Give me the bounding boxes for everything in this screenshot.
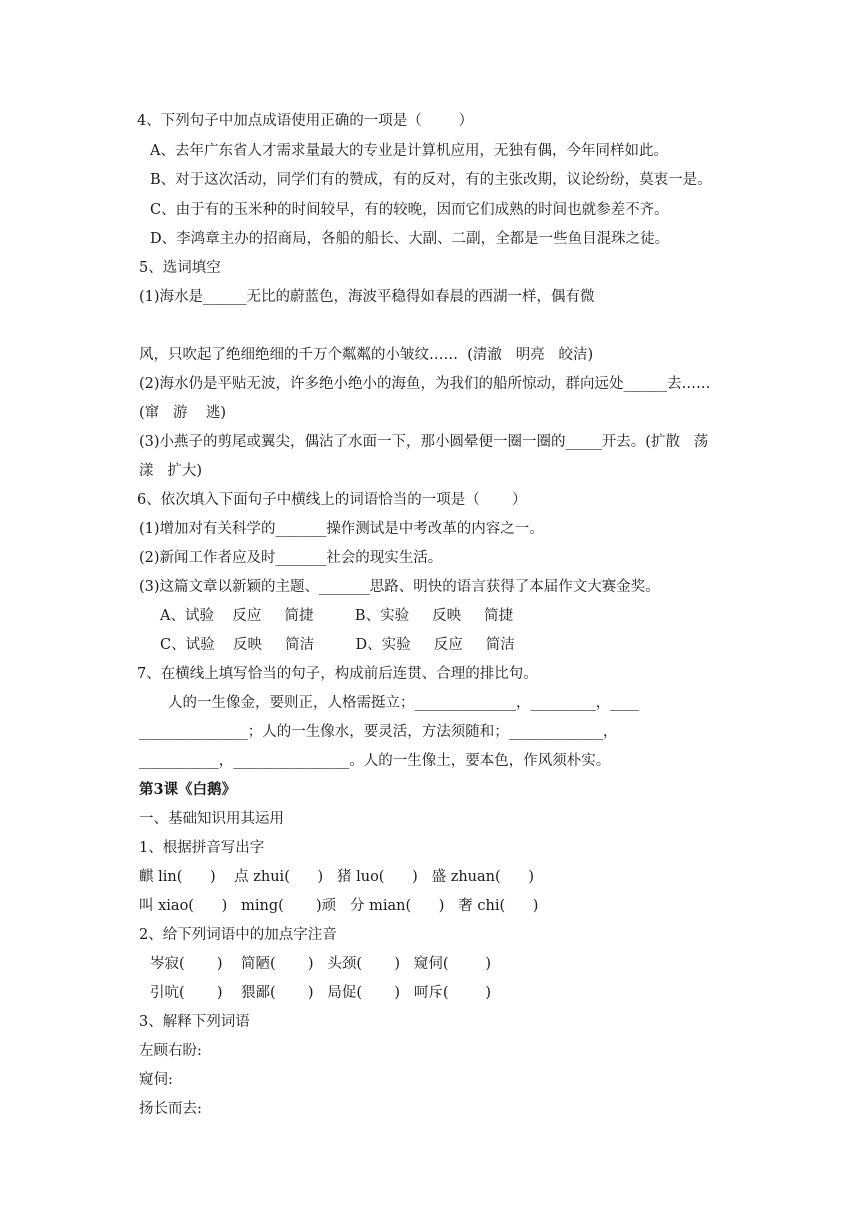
question-4-option-c: C、由于有的玉米种的时间较早，有的较晚，因而它们成熟的时间也就参差不齐。 [150,202,669,218]
task-1-heading: 1、根据拼音写出字 [139,840,265,856]
question-7-stem: 7、在横线上填写恰当的句子，构成前后连贯、合理的排比句。 [137,666,538,682]
question-7-line-1: 人的一生像金，要则正，人格需挺立；______________，_________，____ [168,695,640,711]
lesson-title: 第3课《白鹅》 [139,781,237,798]
task-1-row-1: 麒 lin( ) 点 zhui( ) 猪 luo( ) 盛 zhuan( ) [139,869,534,885]
term-kui-si: 窥伺: [139,1072,173,1088]
question-7-line-3: ___________，________________。人的一生像土，要本色，作风须朴实。 [139,753,611,769]
task-3-heading: 3、解释下列词语 [139,1014,250,1030]
question-6-item-2: (2)新闻工作者应及时_______社会的现实生活。 [139,550,443,566]
question-4-option-a: A、去年广东省人才需求量最大的专业是计算机应用，无独有偶，今年同样如此。 [150,143,668,159]
question-5-item-1: (1)海水是______无比的蔚蓝色，海波平稳得如春晨的西湖一样，偶有微 [139,289,595,305]
question-6-item-3: (3)这篇文章以新颖的主题、_______思路、明快的语言获得了本届作文大赛金奖。 [139,579,660,595]
question-4-option-d: D、李鸿章主办的招商局，各船的船长、大副、二副，全都是一些鱼目混珠之徒。 [150,231,670,247]
question-4-stem: 4、下列句子中加点成语使用正确的一项是（ ） [137,113,474,129]
task-2-row-1: 岑寂( ) 简陋( ) 头颈( ) 窥伺( ) [150,956,492,972]
question-6-options-cd: C、试验 反映 简洁 D、实验 反应 简洁 [160,637,515,653]
term-yang-chang-er-qu: 扬长而去: [139,1101,202,1117]
task-2-heading: 2、给下列词语中的加点字注音 [139,927,337,943]
question-5-heading: 5、选词填空 [139,260,221,276]
task-2-row-2: 引吭( ) 猥鄙( ) 局促( ) 呵斥( ) [150,985,492,1001]
question-6-options-ab: A、试验 反应 简捷 B、实验 反映 简捷 [160,608,514,624]
question-6-item-1: (1)增加对有关科学的_______操作测试是中考改革的内容之一。 [139,521,544,537]
question-6-stem: 6、依次填入下面句子中横线上的词语恰当的一项是（ ） [137,492,527,508]
question-4-option-b: B、对于这次活动，同学们有的赞成，有的反对，有的主张改期，议论纷纷，莫衷一是。 [150,172,712,188]
term-zuo-gu-you-pan: 左顾右盼: [139,1043,202,1059]
question-5-item-2: (2)海水仍是平贴无波，许多绝小绝小的海鱼，为我们的船所惊动，群向远处______去…… [139,376,711,392]
question-5-item-3-cont: 漾 扩大) [139,463,202,479]
task-1-row-2: 叫 xiao( ) ming( )顽 分 mian( ) 奢 chi( ) [139,898,539,914]
question-7-line-2: _______________；人的一生像水，要灵活，方法须随和；_____________， [139,724,618,740]
section-heading: 一、基础知识用其运用 [139,811,284,827]
question-5-item-1-cont: 风，只吹起了绝细绝细的千万个粼粼的小皱纹…… (清澈 明亮 皎洁) [139,347,594,363]
question-5-item-2-choices: (窜 游 逃) [139,405,227,421]
question-5-item-3: (3)小燕子的剪尾或翼尖，偶沾了水面一下，那小圆晕便一圈一圈的_____开去。(扩散 荡 [139,434,709,450]
